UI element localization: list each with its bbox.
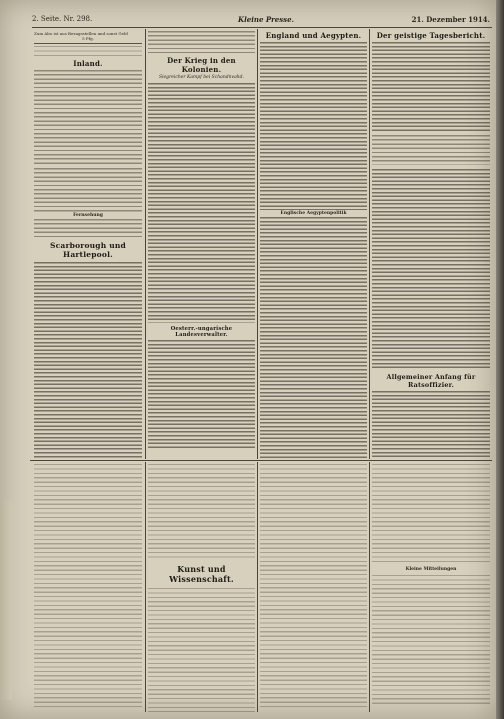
- column-4: [372, 31, 490, 459]
- subheading: Kleine Mitteilungen: [405, 567, 457, 572]
- page-edge: [496, 0, 504, 719]
- text-block: [34, 46, 142, 56]
- article-body: [148, 588, 255, 712]
- section-rule: [30, 460, 492, 461]
- column-1: [34, 31, 142, 459]
- section-heading: England und Aegypten.: [265, 31, 362, 40]
- article-body: [34, 168, 142, 212]
- subheading: Englische Aegyptenpolitik: [280, 211, 347, 216]
- subheading: Fernsehung: [73, 213, 103, 218]
- section-heading: Oesterr.-ungarische Landesverwalter.: [170, 326, 233, 338]
- section-subheading: Siegreicher Kampf bei Schandnvahd.: [159, 75, 244, 80]
- header-rule: [32, 27, 492, 28]
- section-heading: Der Krieg in den Kolonien.: [167, 56, 236, 74]
- binding-margin: [1, 500, 12, 700]
- article-body: [148, 31, 255, 53]
- column-divider: [369, 29, 370, 459]
- section-heading: Scarborough und Hartlepool.: [50, 241, 126, 259]
- article-body: [260, 42, 367, 210]
- article-body: [372, 575, 490, 705]
- feuilleton-column-2: [148, 464, 255, 712]
- column-3: [260, 31, 367, 459]
- section-heading: Allgemeiner Anfang für Ratsoffizier.: [386, 373, 476, 389]
- page-number: 2. Seite. Nr. 298.: [32, 15, 93, 23]
- article-body: [34, 70, 142, 165]
- article-body: [34, 262, 142, 459]
- column-2: [148, 31, 255, 459]
- article-body: [372, 169, 490, 369]
- column-divider: [257, 462, 258, 712]
- article-body: [34, 219, 142, 237]
- feuilleton-column-4: [372, 464, 490, 712]
- column-divider: [369, 462, 370, 712]
- feuilleton-column-1: [34, 464, 142, 712]
- feuilleton-column-3: [260, 464, 367, 712]
- subscription-notice: Zum Abo ist aus Bezugsstellen und sonst Geld 5 Pfg.: [34, 31, 142, 44]
- issue-date: 21. Dezember 1914.: [411, 15, 490, 24]
- column-divider: [257, 29, 258, 459]
- page-header: [32, 15, 490, 27]
- newspaper-title: Kleine Presse.: [238, 15, 295, 24]
- column-divider: [145, 29, 146, 459]
- section-heading: Inland.: [73, 59, 103, 68]
- article-body: [260, 464, 367, 708]
- column-divider: [145, 462, 146, 712]
- article-body: [148, 83, 255, 323]
- article-body: [372, 464, 490, 564]
- article-body: [148, 464, 255, 560]
- article-body: [148, 340, 255, 450]
- article-body: [372, 391, 490, 459]
- article-body: [372, 42, 490, 132]
- section-heading: Der geistige Tagesbericht.: [376, 31, 486, 40]
- article-body: [34, 464, 142, 708]
- article-body: [260, 217, 367, 459]
- article-body: [372, 135, 490, 165]
- section-heading: Kunst und Wissenschaft.: [169, 564, 234, 584]
